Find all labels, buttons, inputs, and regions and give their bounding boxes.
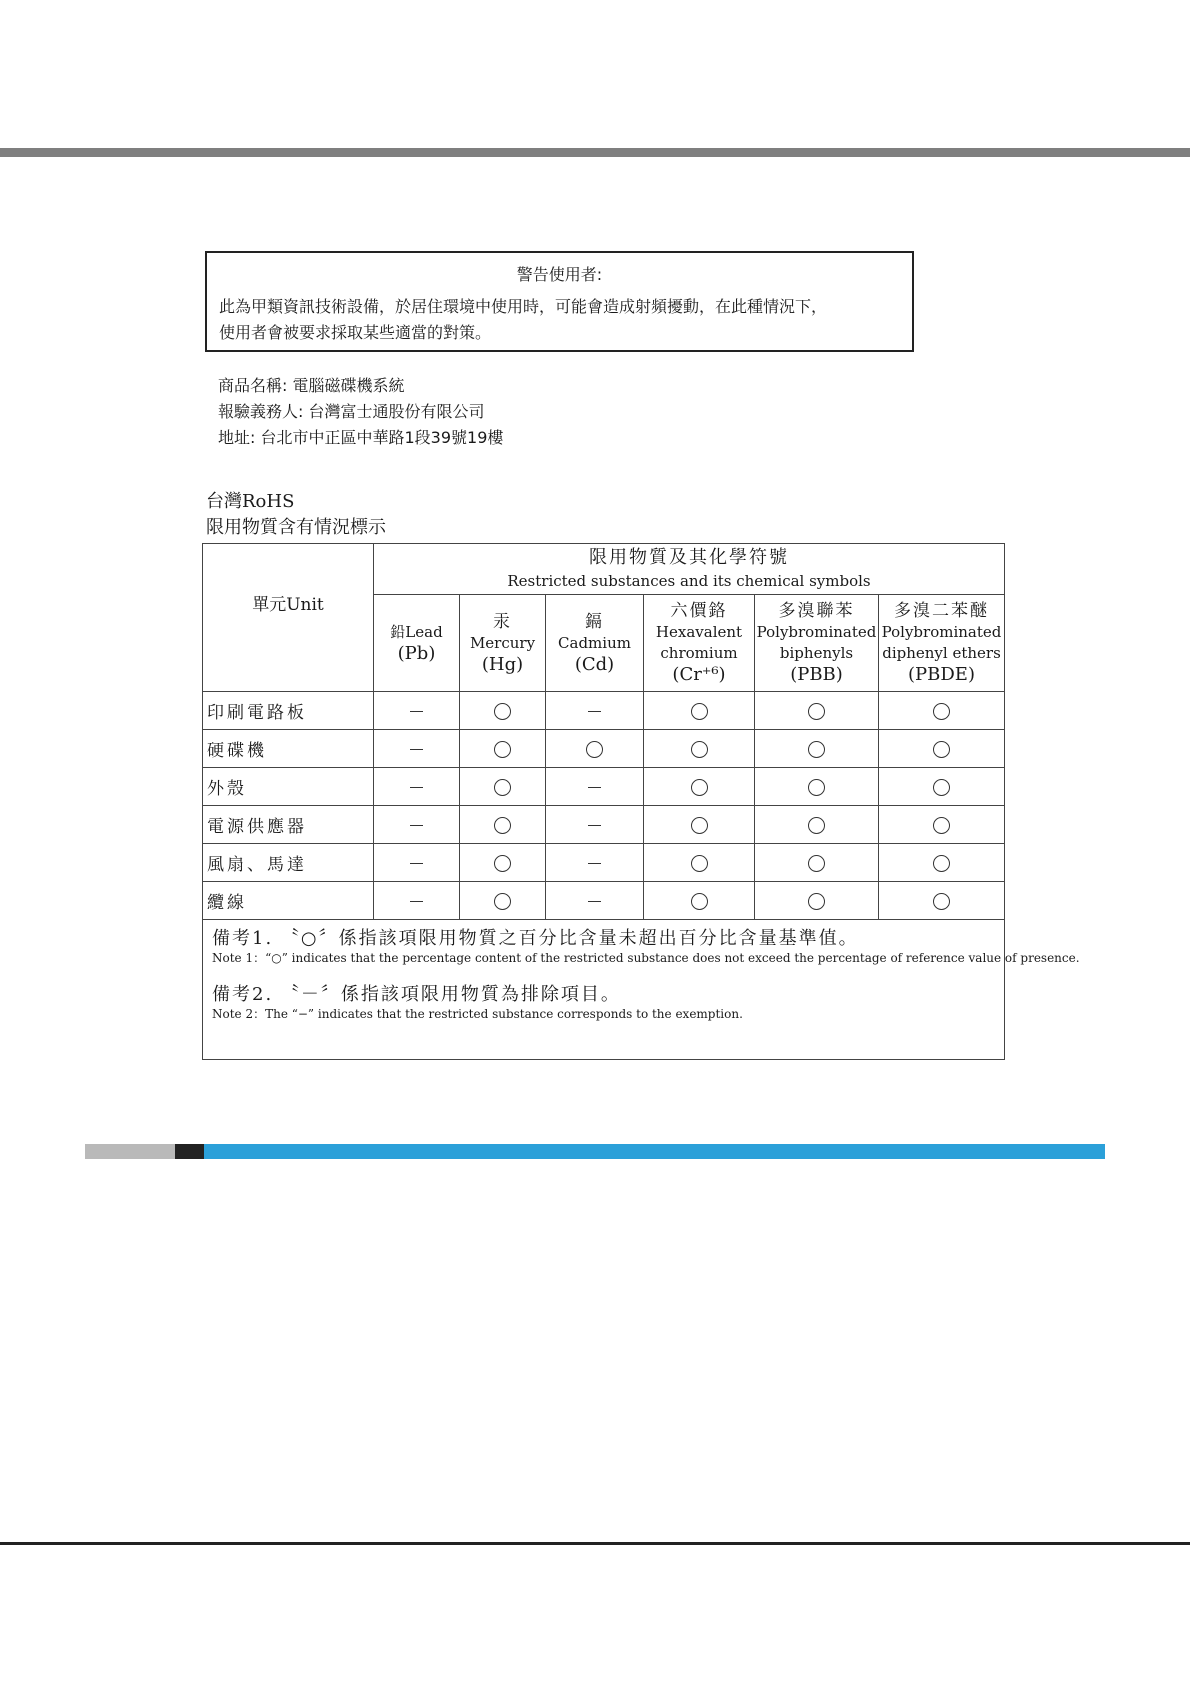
circle-icon (691, 779, 708, 796)
not-exceeding-mark-cell (879, 692, 1005, 730)
exemption-mark-cell (374, 730, 460, 768)
circle-icon (494, 779, 511, 796)
row-unit-label: 硬碟機 (203, 730, 374, 768)
column-header-line: Mercury (469, 633, 536, 652)
rohs-title-line1: 台灣RoHS (206, 491, 295, 512)
column-header-line: Cadmium (558, 633, 631, 652)
column-header-line: 多溴二苯醚 (894, 601, 989, 621)
exemption-mark-cell (374, 844, 460, 882)
footer-color-band (85, 1144, 1105, 1159)
column-header-line: Polybrominated (756, 623, 877, 641)
column-header-line: 六價鉻 (670, 601, 728, 621)
address: 地址: 台北市中正區中華路1段39號19樓 (218, 428, 504, 447)
column-header-pbb (755, 595, 879, 692)
exemption-mark-cell (374, 768, 460, 806)
footer-rule (0, 1542, 1190, 1545)
dash-icon (410, 863, 423, 864)
row-unit-label: 印刷電路板 (203, 692, 374, 730)
exemption-mark-cell (546, 882, 644, 920)
warning-body-line: 使用者會被要求採取某些適當的對策。 (219, 323, 492, 342)
dash-icon (410, 825, 423, 826)
circle-icon (808, 741, 825, 758)
not-exceeding-mark-cell (644, 882, 755, 920)
circle-icon (933, 779, 950, 796)
not-exceeding-mark-cell (879, 768, 1005, 806)
not-exceeding-mark-cell (644, 692, 755, 730)
exemption-mark-cell (374, 806, 460, 844)
circle-icon (808, 703, 825, 720)
not-exceeding-mark-cell (644, 806, 755, 844)
circle-icon (586, 741, 603, 758)
not-exceeding-mark-cell (755, 730, 879, 768)
circle-icon (691, 703, 708, 720)
row-unit-label: 電源供應器 (203, 806, 374, 844)
not-exceeding-mark-cell (755, 692, 879, 730)
exemption-mark-cell (374, 692, 460, 730)
dash-icon (410, 749, 423, 750)
note1-zh: 備考1. 〝○〞係指該項限用物質之百分比含量未超出百分比含量基準值。 (212, 928, 859, 949)
note1-en: Note 1：“○” indicates that the percentage content of the restricted substance does not exceed the percentage of reference value of presence. (212, 951, 1080, 965)
circle-icon (808, 817, 825, 834)
not-exceeding-mark-cell (879, 806, 1005, 844)
column-header-pbde (879, 595, 1005, 692)
dash-icon (588, 825, 601, 826)
warning-title: 警告使用者: (516, 265, 603, 284)
circle-icon (494, 703, 511, 720)
column-header-line: 多溴聯苯 (778, 601, 855, 621)
column-header-line: 鉛Lead (390, 623, 443, 641)
table-row (203, 730, 1005, 768)
column-header-line: (Cd) (574, 653, 615, 675)
table-row (203, 844, 1005, 882)
exemption-mark-cell (546, 844, 644, 882)
warning-body-line: 此為甲類資訊技術設備，於居住環境中使用時，可能會造成射頻擾動，在此種情況下， (219, 297, 828, 316)
column-header-cadmium (546, 595, 644, 692)
rohs-title-line2: 限用物質含有情況標示 (206, 517, 386, 538)
substances-header-en: Restricted substances and its chemical symbols (507, 572, 871, 590)
rohs-table (202, 543, 1080, 1060)
not-exceeding-mark-cell (460, 882, 546, 920)
band-black-segment (175, 1144, 204, 1159)
not-exceeding-mark-cell (460, 692, 546, 730)
not-exceeding-mark-cell (460, 844, 546, 882)
circle-icon (691, 893, 708, 910)
not-exceeding-mark-cell (644, 768, 755, 806)
circle-icon (494, 855, 511, 872)
column-header-lead (374, 595, 460, 692)
not-exceeding-mark-cell (644, 730, 755, 768)
not-exceeding-mark-cell (644, 844, 755, 882)
column-header-mercury (460, 595, 546, 692)
column-header-line: (PBB) (790, 664, 843, 685)
column-header-line: 鎘 (585, 611, 604, 632)
circle-icon (691, 741, 708, 758)
not-exceeding-mark-cell (460, 730, 546, 768)
column-header-line: diphenyl ethers (882, 644, 1001, 662)
circle-icon (933, 855, 950, 872)
circle-icon (933, 817, 950, 834)
exemption-mark-cell (546, 692, 644, 730)
note2-en: Note 2：The “−” indicates that the restricted substance corresponds to the exemption. (212, 1007, 743, 1021)
circle-icon (494, 817, 511, 834)
not-exceeding-mark-cell (755, 844, 879, 882)
circle-icon (808, 855, 825, 872)
column-header-line: (Cr⁺⁶) (672, 664, 726, 685)
top-rule (0, 148, 1190, 157)
circle-icon (933, 893, 950, 910)
circle-icon (933, 741, 950, 758)
table-row (203, 768, 1005, 806)
not-exceeding-mark-cell (460, 768, 546, 806)
note2-zh: 備考2. 〝－〞係指該項限用物質為排除項目。 (212, 984, 621, 1005)
rohs-title (206, 489, 386, 541)
substances-header-zh: 限用物質及其化學符號 (589, 547, 789, 568)
dash-icon (410, 901, 423, 902)
row-unit-label: 外殼 (203, 768, 374, 806)
not-exceeding-mark-cell (546, 730, 644, 768)
obligor: 報驗義務人: 台灣富士通股份有限公司 (218, 402, 485, 421)
column-header-line: (PBDE) (908, 664, 975, 685)
product-name: 商品名稱: 電腦磁碟機系統 (218, 376, 405, 395)
notes-cell (203, 920, 1080, 1060)
column-header-line: biphenyls (779, 644, 854, 662)
not-exceeding-mark-cell (460, 806, 546, 844)
warning-body (219, 294, 902, 346)
not-exceeding-mark-cell (755, 882, 879, 920)
not-exceeding-mark-cell (879, 730, 1005, 768)
dash-icon (588, 901, 601, 902)
column-header-line: chromium (660, 644, 738, 662)
not-exceeding-mark-cell (755, 806, 879, 844)
table-row (203, 882, 1005, 920)
exemption-mark-cell (546, 768, 644, 806)
column-header-line: (Hg) (481, 653, 524, 675)
band-grey-segment (85, 1144, 175, 1159)
product-info (218, 373, 503, 451)
column-header-line: (Pb) (397, 643, 436, 664)
column-header-line: Polybrominated (881, 623, 1002, 641)
dash-icon (410, 787, 423, 788)
exemption-mark-cell (546, 806, 644, 844)
circle-icon (691, 855, 708, 872)
dash-icon (588, 863, 601, 864)
table-row (203, 806, 1005, 844)
table-row (203, 692, 1005, 730)
circle-icon (808, 779, 825, 796)
dash-icon (588, 711, 601, 712)
substances-header (374, 544, 1005, 595)
dash-icon (588, 787, 601, 788)
unit-header: 單元Unit (203, 544, 374, 692)
not-exceeding-mark-cell (755, 768, 879, 806)
exemption-mark-cell (374, 882, 460, 920)
column-header-chromium (644, 595, 755, 692)
not-exceeding-mark-cell (879, 882, 1005, 920)
column-header-line: Hexavalent (655, 623, 743, 641)
circle-icon (808, 893, 825, 910)
circle-icon (933, 703, 950, 720)
row-unit-label: 風扇、馬達 (203, 844, 374, 882)
row-unit-label: 纜線 (203, 882, 374, 920)
rohs-rows (203, 692, 1005, 920)
warning-box (205, 251, 914, 352)
band-blue-segment (204, 1144, 1105, 1159)
not-exceeding-mark-cell (879, 844, 1005, 882)
column-header-line: 汞 (493, 611, 512, 632)
circle-icon (494, 893, 511, 910)
circle-icon (691, 817, 708, 834)
dash-icon (410, 711, 423, 712)
circle-icon (494, 741, 511, 758)
